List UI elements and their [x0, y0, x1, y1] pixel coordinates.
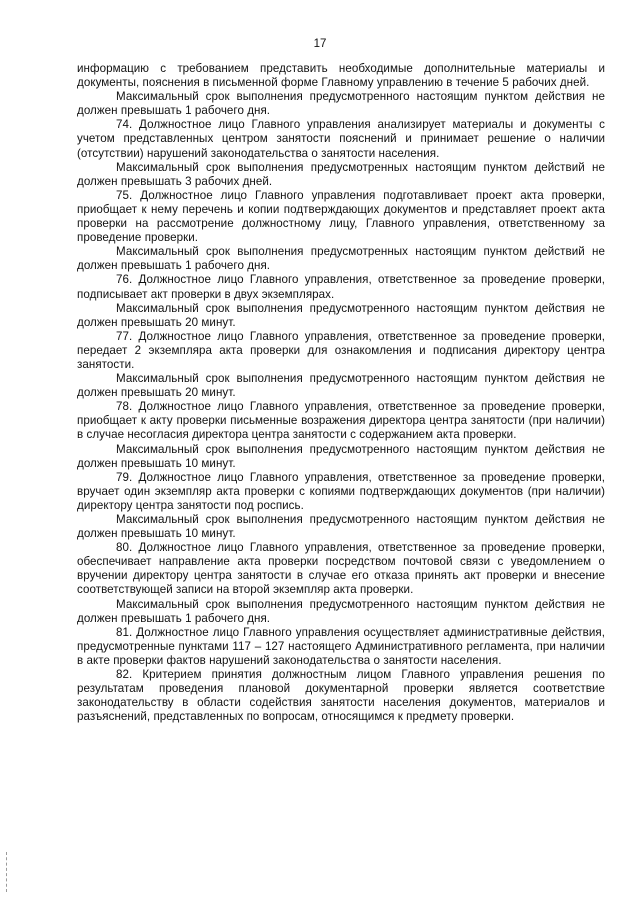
paragraph: Максимальный срок выполнения предусмотренного настоящим пунктом действия не должен превышать 1 рабочего дня. — [77, 597, 605, 625]
binding-margin-marks — [6, 852, 8, 892]
paragraph: 81. Должностное лицо Главного управления осуществляет административные действия, предусмотренные пунктами 117 – 127 настоящего Административного регламента, при наличии в акте проверки фактов нарушений законодательства о занятости населения. — [77, 625, 605, 667]
paragraph: Максимальный срок выполнения предусмотренного настоящим пунктом действия не должен превышать 20 минут. — [77, 301, 605, 329]
paragraph: 78. Должностное лицо Главного управления, ответственное за проведение проверки, приобщает к акту проверки письменные возражения директора центра занятости (при наличии) в случае несогласия директора центра занятости с содержанием акта проверки. — [77, 400, 605, 442]
paragraph: информацию с требованием представить необходимые дополнительные материалы и документы, пояснения в письменной форме Главному управлению в течение 5 рабочих дней. — [77, 62, 605, 90]
paragraph: 76. Должностное лицо Главного управления, ответственное за проведение проверки, подписывает акт проверки в двух экземплярах. — [77, 273, 605, 301]
paragraph: Максимальный срок выполнения предусмотренных настоящим пунктом действий не должен превышать 1 рабочего дня. — [77, 245, 605, 273]
paragraph: Максимальный срок выполнения предусмотренных настоящим пунктом действий не должен превышать 3 рабочих дней. — [77, 160, 605, 188]
paragraph: Максимальный срок выполнения предусмотренного настоящим пунктом действия не должен превышать 20 минут. — [77, 372, 605, 400]
paragraph: 82. Критерием принятия должностным лицом Главного управления решения по результатам проведения плановой документарной проверки является соответствие законодательству в области содействия занятости населения документов, материалов и разъяснений, представленных по вопросам, относящимся к предмету проверки. — [77, 668, 605, 724]
paragraph: 74. Должностное лицо Главного управления анализирует материалы и документы с учетом представленных центром занятости пояснений и принимает решение о наличии (отсутствии) нарушений законодательства о занятости населения. — [77, 118, 605, 160]
paragraph: Максимальный срок выполнения предусмотренного настоящим пунктом действия не должен превышать 10 минут. — [77, 513, 605, 541]
paragraph: 75. Должностное лицо Главного управления подготавливает проект акта проверки, приобщает к нему перечень и копии подтверждающих документов и представляет проект акта проверки на рассмотрение должностному лицу, Главного управления, ответственному за проведение проверки. — [77, 188, 605, 245]
paragraph: Максимальный срок выполнения предусмотренного настоящим пунктом действия не должен превышать 1 рабочего дня. — [77, 90, 605, 118]
paragraph: Максимальный срок выполнения предусмотренного настоящим пунктом действия не должен превышать 10 минут. — [77, 442, 605, 470]
page-number: 17 — [313, 38, 327, 50]
document-body — [77, 62, 605, 724]
paragraph: 80. Должностное лицо Главного управления, ответственное за проведение проверки, обеспечивает направление акта проверки посредством почтовой связи с уведомлением о вручении директору центра занятости в случае его отказа принять акт проверки и внесение соответствующей записи на второй экземпляр акта проверки. — [77, 541, 605, 597]
paragraph: 79. Должностное лицо Главного управления, ответственное за проведение проверки, вручает один экземпляр акта проверки с копиями подтверждающих документов (при наличии) директору центра занятости под роспись. — [77, 470, 605, 512]
paragraph: 77. Должностное лицо Главного управления, ответственное за проведение проверки, передает 2 экземпляра акта проверки для ознакомления и подписания директору центра занятости. — [77, 329, 605, 371]
